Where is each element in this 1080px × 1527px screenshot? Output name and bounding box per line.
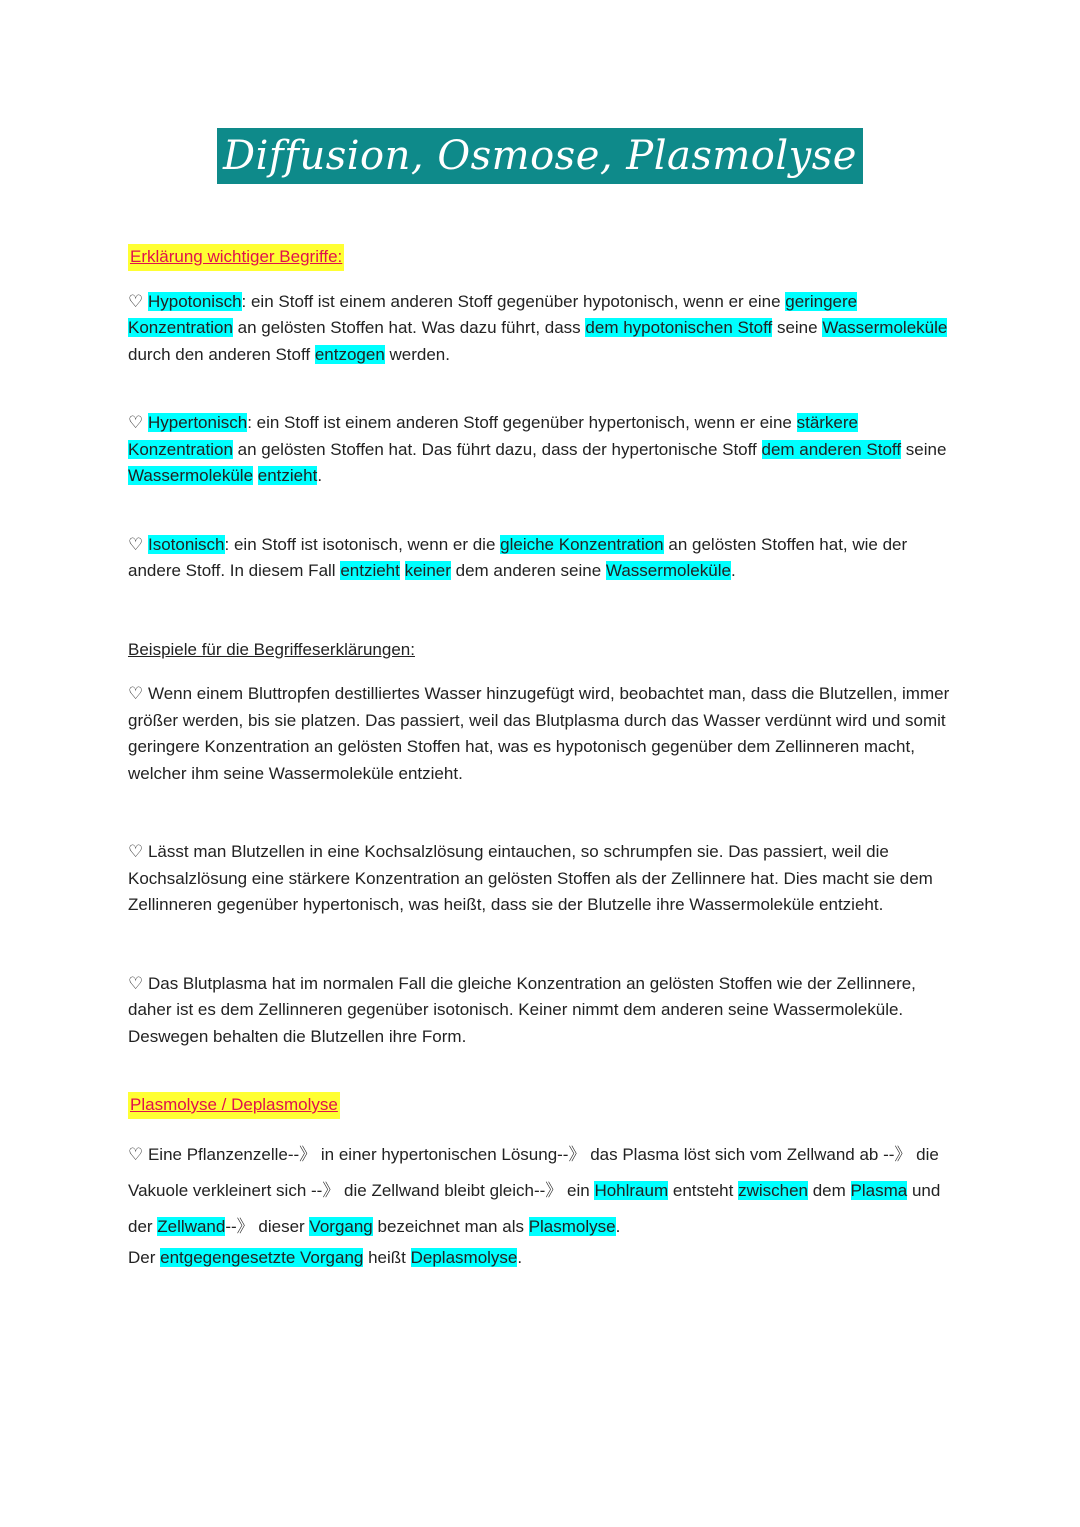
text-segment: durch den anderen Stoff — [128, 344, 315, 364]
document-body — [128, 244, 958, 1271]
text-segment: entsteht — [668, 1180, 739, 1200]
text-segment: dem — [808, 1180, 851, 1200]
text-segment: . — [317, 466, 323, 485]
highlighted-term: Plasmolyse — [528, 1216, 616, 1236]
text-segment: ♡ — [128, 534, 148, 554]
text-segment: seine — [772, 318, 823, 337]
text-segment: . — [615, 1216, 621, 1236]
text-segment: an gelösten Stoffen hat. Was dazu führt, dass — [232, 318, 586, 337]
highlighted-term: dem hypotonischen Stoff — [585, 318, 773, 337]
text-segment: an gelösten Stoffen hat. Das führt dazu, dass der hypertonische Stoff — [232, 439, 762, 459]
text-segment: bezeichnet man als — [372, 1216, 529, 1236]
text-segment: an gelösten Stoffen hat, wie der andere Stoff. In diesem Fall — [128, 534, 908, 580]
highlighted-term: entzieht — [257, 466, 318, 485]
text-segment: heißt — [363, 1247, 411, 1267]
text-segment: ♡ — [128, 291, 148, 311]
term-hypertonic — [128, 410, 958, 490]
example-hypertonic: ♡ Lässt man Blutzellen in eine Kochsalzlösung eintauchen, so schrumpfen sie. Das passiert, weil die Kochsalzlösung eine stärkere Konzentration an gelösten Stoffen als der Zellinnere hat. Dies macht sie dem Zellinneren gegenüber hypertonisch, was heißt, dass sie der Blutzelle ihre Wassermoleküle entzieht. — [128, 842, 933, 914]
highlighted-term: zwischen — [738, 1180, 808, 1200]
text-segment: und der — [128, 1180, 941, 1236]
section-heading-terms: Erklärung wichtiger Begriffe: — [128, 244, 344, 271]
text-segment: . — [517, 1247, 523, 1267]
highlighted-term: stärkere Konzentration — [128, 413, 859, 459]
highlighted-term: Vorgang — [309, 1216, 373, 1236]
section-heading-examples: Beispiele für die Begriffeserklärungen: — [128, 639, 415, 659]
plasmolysis-process — [128, 1137, 958, 1245]
text-segment: seine — [901, 439, 947, 459]
highlighted-term: Deplasmolyse — [410, 1247, 518, 1267]
title-container — [0, 128, 1080, 184]
text-segment: Der — [128, 1247, 161, 1267]
page-title: Diffusion, Osmose, Plasmolyse — [217, 128, 863, 184]
highlighted-term: keiner — [404, 561, 451, 580]
example-isotonic: ♡ Das Blutplasma hat im normalen Fall die gleiche Konzentration an gelösten Stoffen wie der Zellinnere, daher ist es dem Zellinneren gegenüber isotonisch. Keiner nimmt dem anderen seine Wassermoleküle. Deswegen behalten die Blutzellen ihre Form. — [128, 973, 916, 1046]
text-segment: ♡ Eine Pflanzenzelle--》 in einer hypertonischen Lösung--》 das Plasma löst sich vom Zellwand ab --》 die Vakuole verkleinert sich --》 die Zellwand bleibt gleich--》 ein — [128, 1144, 939, 1200]
highlighted-term: Isotonisch — [147, 534, 225, 554]
highlighted-term: Zellwand — [157, 1216, 226, 1236]
highlighted-term: entgegengesetzte Vorgang — [160, 1247, 364, 1267]
highlighted-term: Wassermoleküle — [822, 318, 948, 337]
text-segment: : ein Stoff ist einem anderen Stoff gegenüber hypotonisch, wenn er eine — [241, 291, 786, 311]
text-segment: . — [730, 561, 736, 580]
text-segment: ♡ — [128, 413, 148, 432]
highlighted-term: entzogen — [314, 344, 385, 364]
highlighted-term: entzieht — [340, 561, 400, 580]
term-isotonic — [128, 532, 958, 585]
text-segment: werden. — [384, 344, 450, 364]
highlighted-term: Plasma — [850, 1180, 908, 1200]
text-segment: --》 dieser — [225, 1216, 310, 1236]
text-segment: : ein Stoff ist einem anderen Stoff gegenüber hypertonisch, wenn er eine — [247, 413, 797, 432]
highlighted-term: Hypotonisch — [147, 291, 242, 311]
example-hypotonic: ♡ Wenn einem Bluttropfen destilliertes Wasser hinzugefügt wird, beobachtet man, dass die Blutzellen, immer größer werden, bis sie platzen. Das passiert, weil das Blutplasma durch das Wasser verdünnt wird und somit geringere Konzentration an gelösten Stoffen hat, was es hypotonisch gegenüber dem Zellinneren macht, welcher ihm seine Wassermoleküle entzieht. — [128, 684, 950, 783]
text-segment — [400, 561, 405, 580]
highlighted-term: Hypertonisch — [147, 413, 248, 432]
highlighted-term: geringere Konzentration — [128, 291, 858, 337]
highlighted-term: Hohlraum — [594, 1180, 669, 1200]
highlighted-term: Wassermoleküle — [605, 561, 731, 580]
text-segment: dem anderen seine — [450, 561, 606, 580]
deplasmolysis-text — [128, 1245, 958, 1272]
text-segment: : ein Stoff ist isotonisch, wenn er die — [224, 534, 501, 554]
highlighted-term: Wassermoleküle — [128, 466, 254, 485]
section-heading-plasmolysis: Plasmolyse / Deplasmolyse — [128, 1092, 340, 1119]
highlighted-term: gleiche Konzentration — [500, 534, 664, 554]
highlighted-term: dem anderen Stoff — [761, 439, 902, 459]
term-hypotonic — [128, 289, 958, 369]
